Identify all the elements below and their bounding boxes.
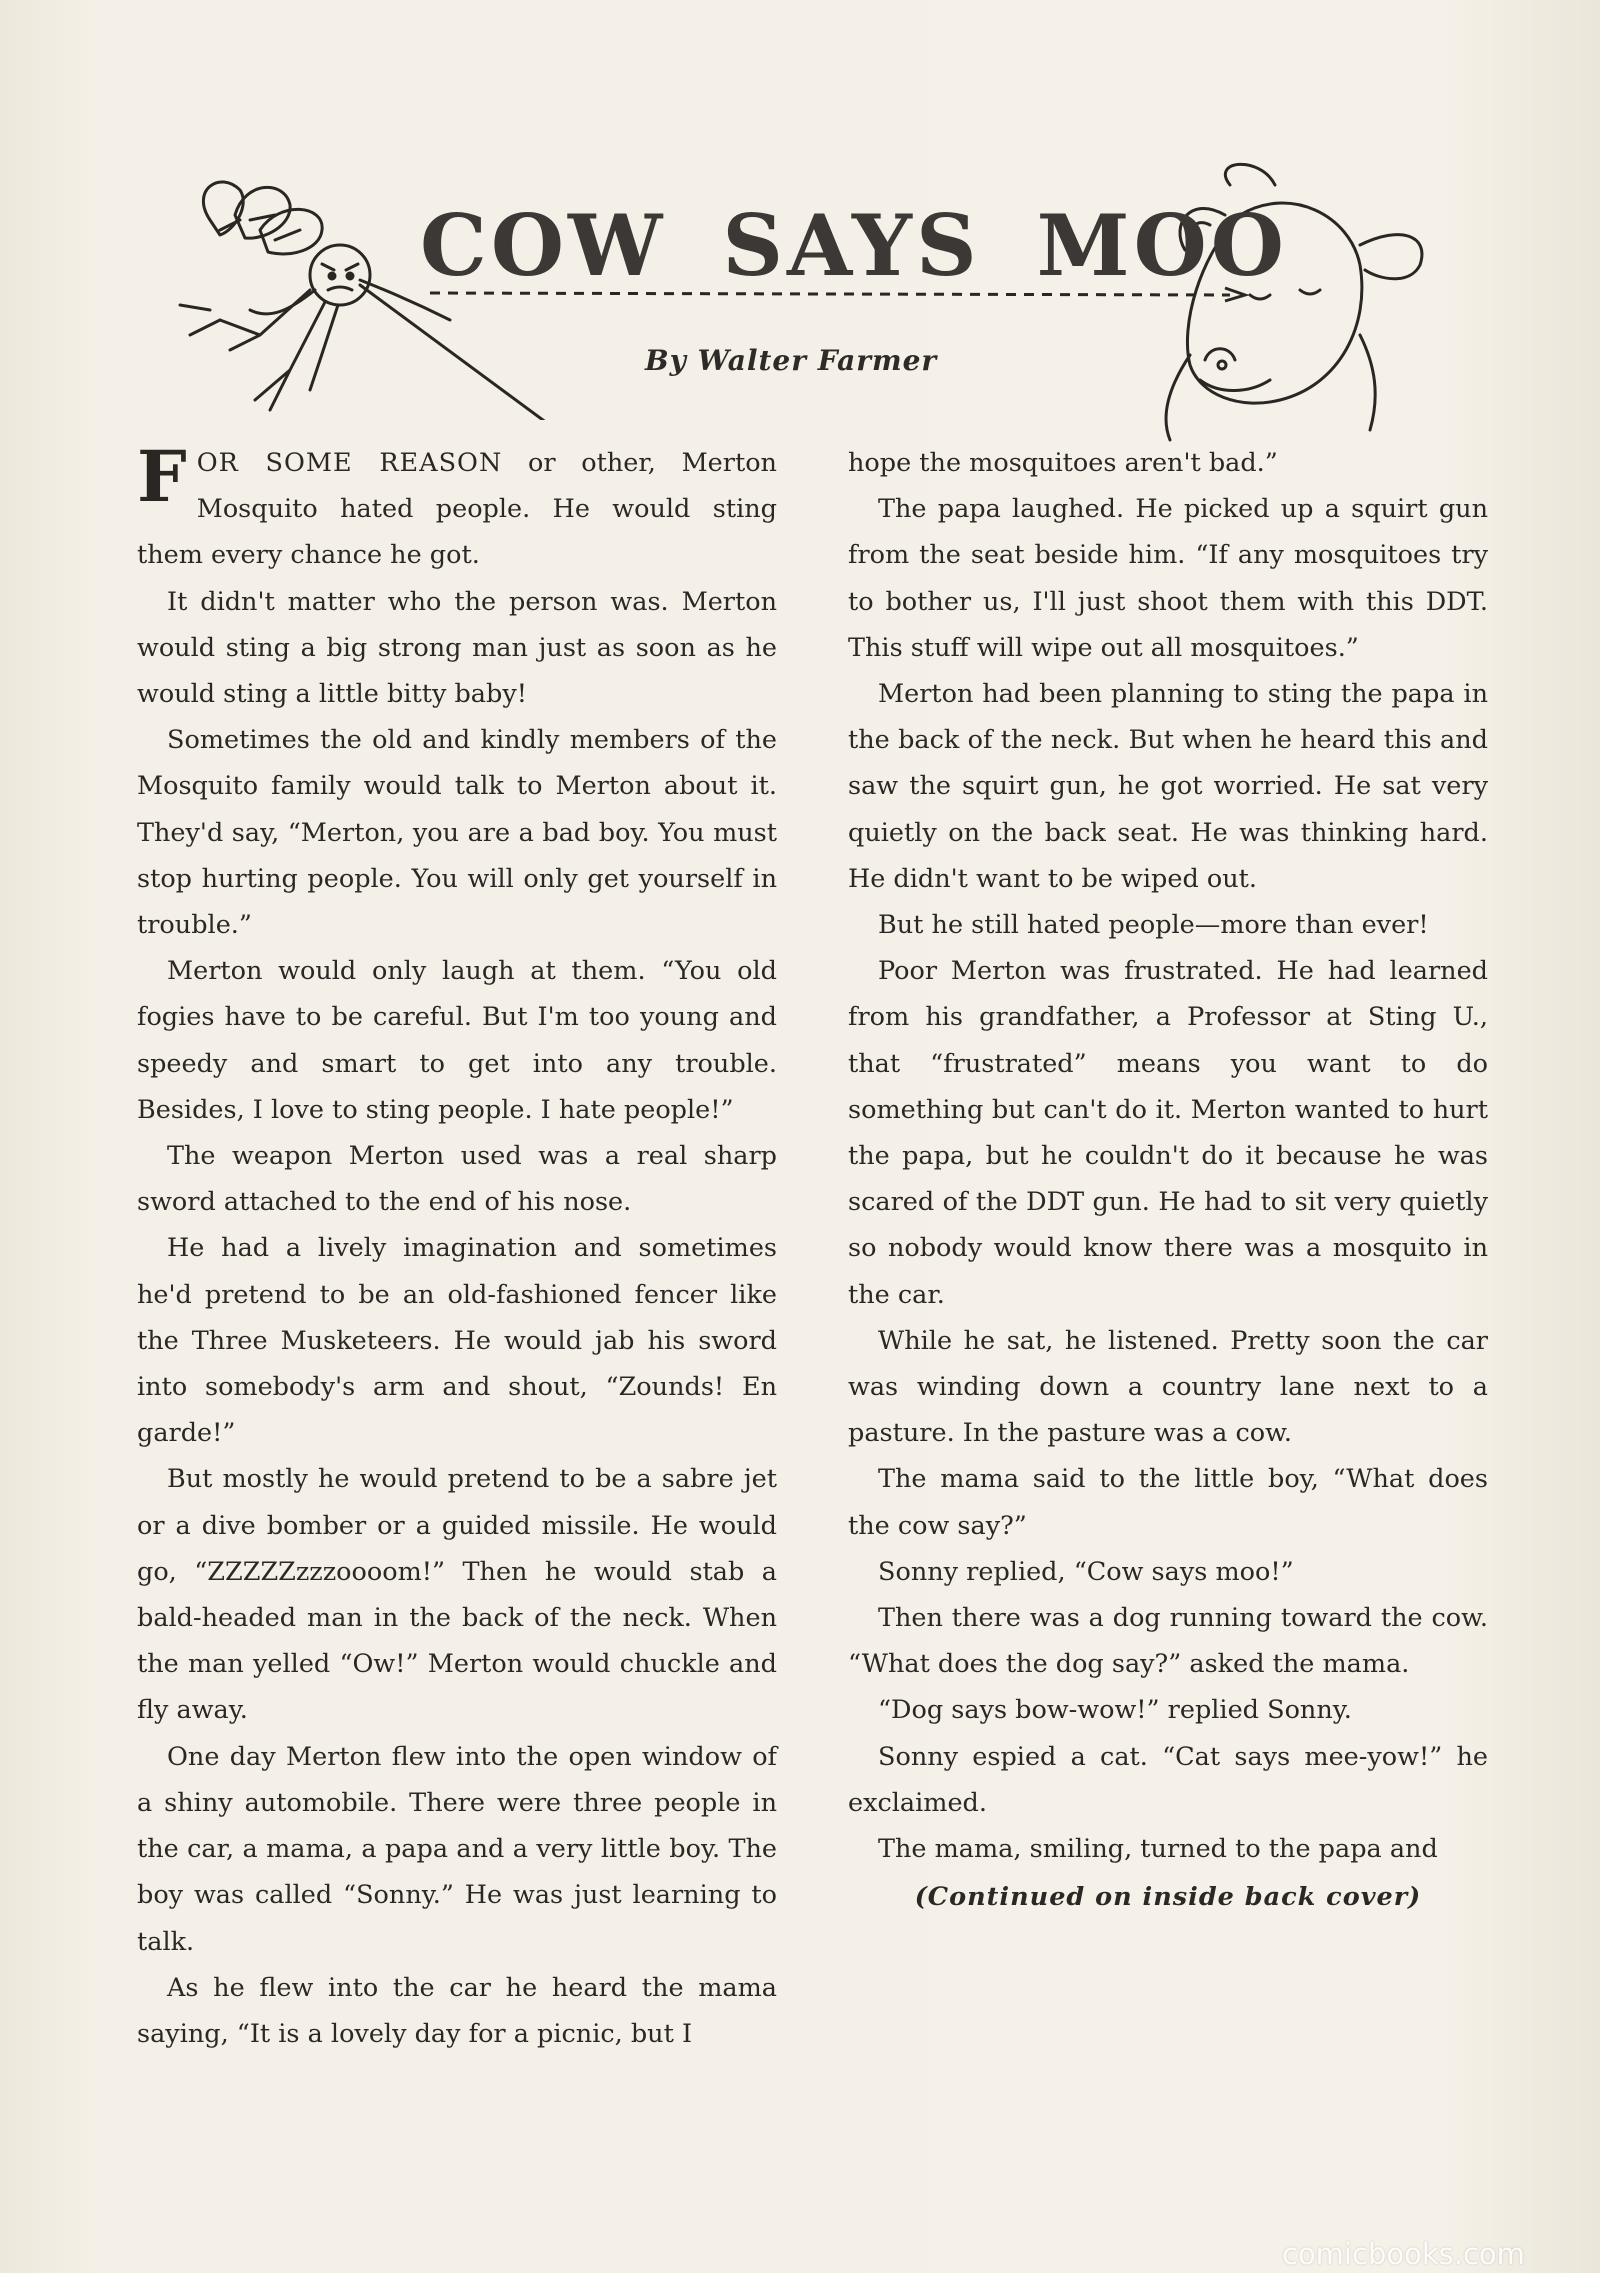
paragraph: Poor Merton was frustrated. He had learned from his grandfather, a Professor at Sting U., that “frustrated” means you want to do something but can't do it. Merton wanted to hurt the papa, but he couldn't do it because he was scared of the DDT gun. He had to sit very quietly so nobody would know there was a mosquito in the car. [848, 956, 1488, 1310]
paragraph: Merton would only laugh at them. “You old fogies have to be careful. But I'm too young and speedy and smart to get into any trouble. Besides, I love to sting people. I hate people!” [137, 956, 777, 1125]
paragraph: But mostly he would pretend to be a sabre jet or a dive bomber or a guided missile. He would go, “ZZZZZzzzoooom!” Then he would stab a bald-headed man in the back of the neck. When the man yelled “Ow!” Merton would chuckle and fly away. [137, 1464, 777, 1726]
paragraph: One day Merton flew into the open window of a shiny automobile. There were three people in the car, a mama, a papa and a very little boy. The boy was called “Sonny.” He was just learning to talk. [137, 1741, 777, 1957]
page-title [420, 196, 1288, 295]
paragraph-text: or other, Merton Mosquito hated people. He would sting them every chance he got. [137, 448, 777, 571]
paragraph: While he sat, he listened. Pretty soon the car was winding down a country lane next to a pasture. In the pasture was a cow. [848, 1325, 1488, 1449]
drop-cap: F [137, 435, 187, 518]
left-column [137, 435, 777, 2057]
paragraph: The mama said to the little boy, “What does the cow say?” [848, 1464, 1488, 1541]
title-word: COW [420, 196, 667, 295]
paragraph: hope the mosquitoes aren't bad.” [848, 448, 1278, 478]
paragraph: The papa laughed. He picked up a squirt gun from the seat beside him. “If any mosquitoes try to bother us, I'll just shoot them with this DDT. This stuff will wipe out all mosquitoes.” [848, 494, 1488, 663]
lead-in: OR SOME REASON [196, 448, 503, 478]
paragraph: Sonny espied a cat. “Cat says mee-yow!” he exclaimed. [848, 1741, 1488, 1818]
title-word: SAYS [722, 196, 981, 295]
paragraph: As he flew into the car he heard the mama saying, “It is a lovely day for a picnic, but I [137, 1972, 777, 2049]
paragraph [137, 435, 777, 579]
paragraph: “Dog says bow-wow!” replied Sonny. [878, 1695, 1352, 1726]
right-column [848, 440, 1488, 1921]
paragraph: The weapon Merton used was a real sharp sword attached to the end of his nose. [137, 1141, 777, 1218]
paragraph: Sometimes the old and kindly members of the Mosquito family would talk to Merton about it. They'd say, “Merton, you are a bad boy. You must stop hurting people. You will only get yourself in trouble.” [137, 725, 777, 941]
paragraph: Then there was a dog running toward the cow. “What does the dog say?” asked the mama. [848, 1603, 1488, 1680]
paragraph: The mama, smiling, turned to the papa and [878, 1834, 1438, 1865]
continued-note: (Continued on inside back cover) [914, 1882, 1422, 1913]
paragraph: It didn't matter who the person was. Merton would sting a big strong man just as soon as he would sting a little bitty baby! [137, 586, 777, 710]
paragraph: But he still hated people—more than ever! [878, 910, 1429, 941]
title-word: MOO [1036, 196, 1288, 295]
paragraph: He had a lively imagination and sometimes he'd pretend to be an old-fashioned fencer like the Three Musketeers. He would jab his sword into somebody's arm and shout, “Zounds! En garde!” [137, 1233, 777, 1449]
paragraph: Sonny replied, “Cow says moo!” [878, 1556, 1294, 1587]
paragraph: Merton had been planning to sting the papa in the back of the neck. But when he heard this and saw the squirt gun, he got worried. He sat very quietly on the back seat. He was thinking hard. He didn't want to be wiped out. [848, 679, 1488, 894]
byline: By Walter Farmer [645, 344, 938, 377]
watermark: comicbooks.com [1282, 2237, 1525, 2271]
